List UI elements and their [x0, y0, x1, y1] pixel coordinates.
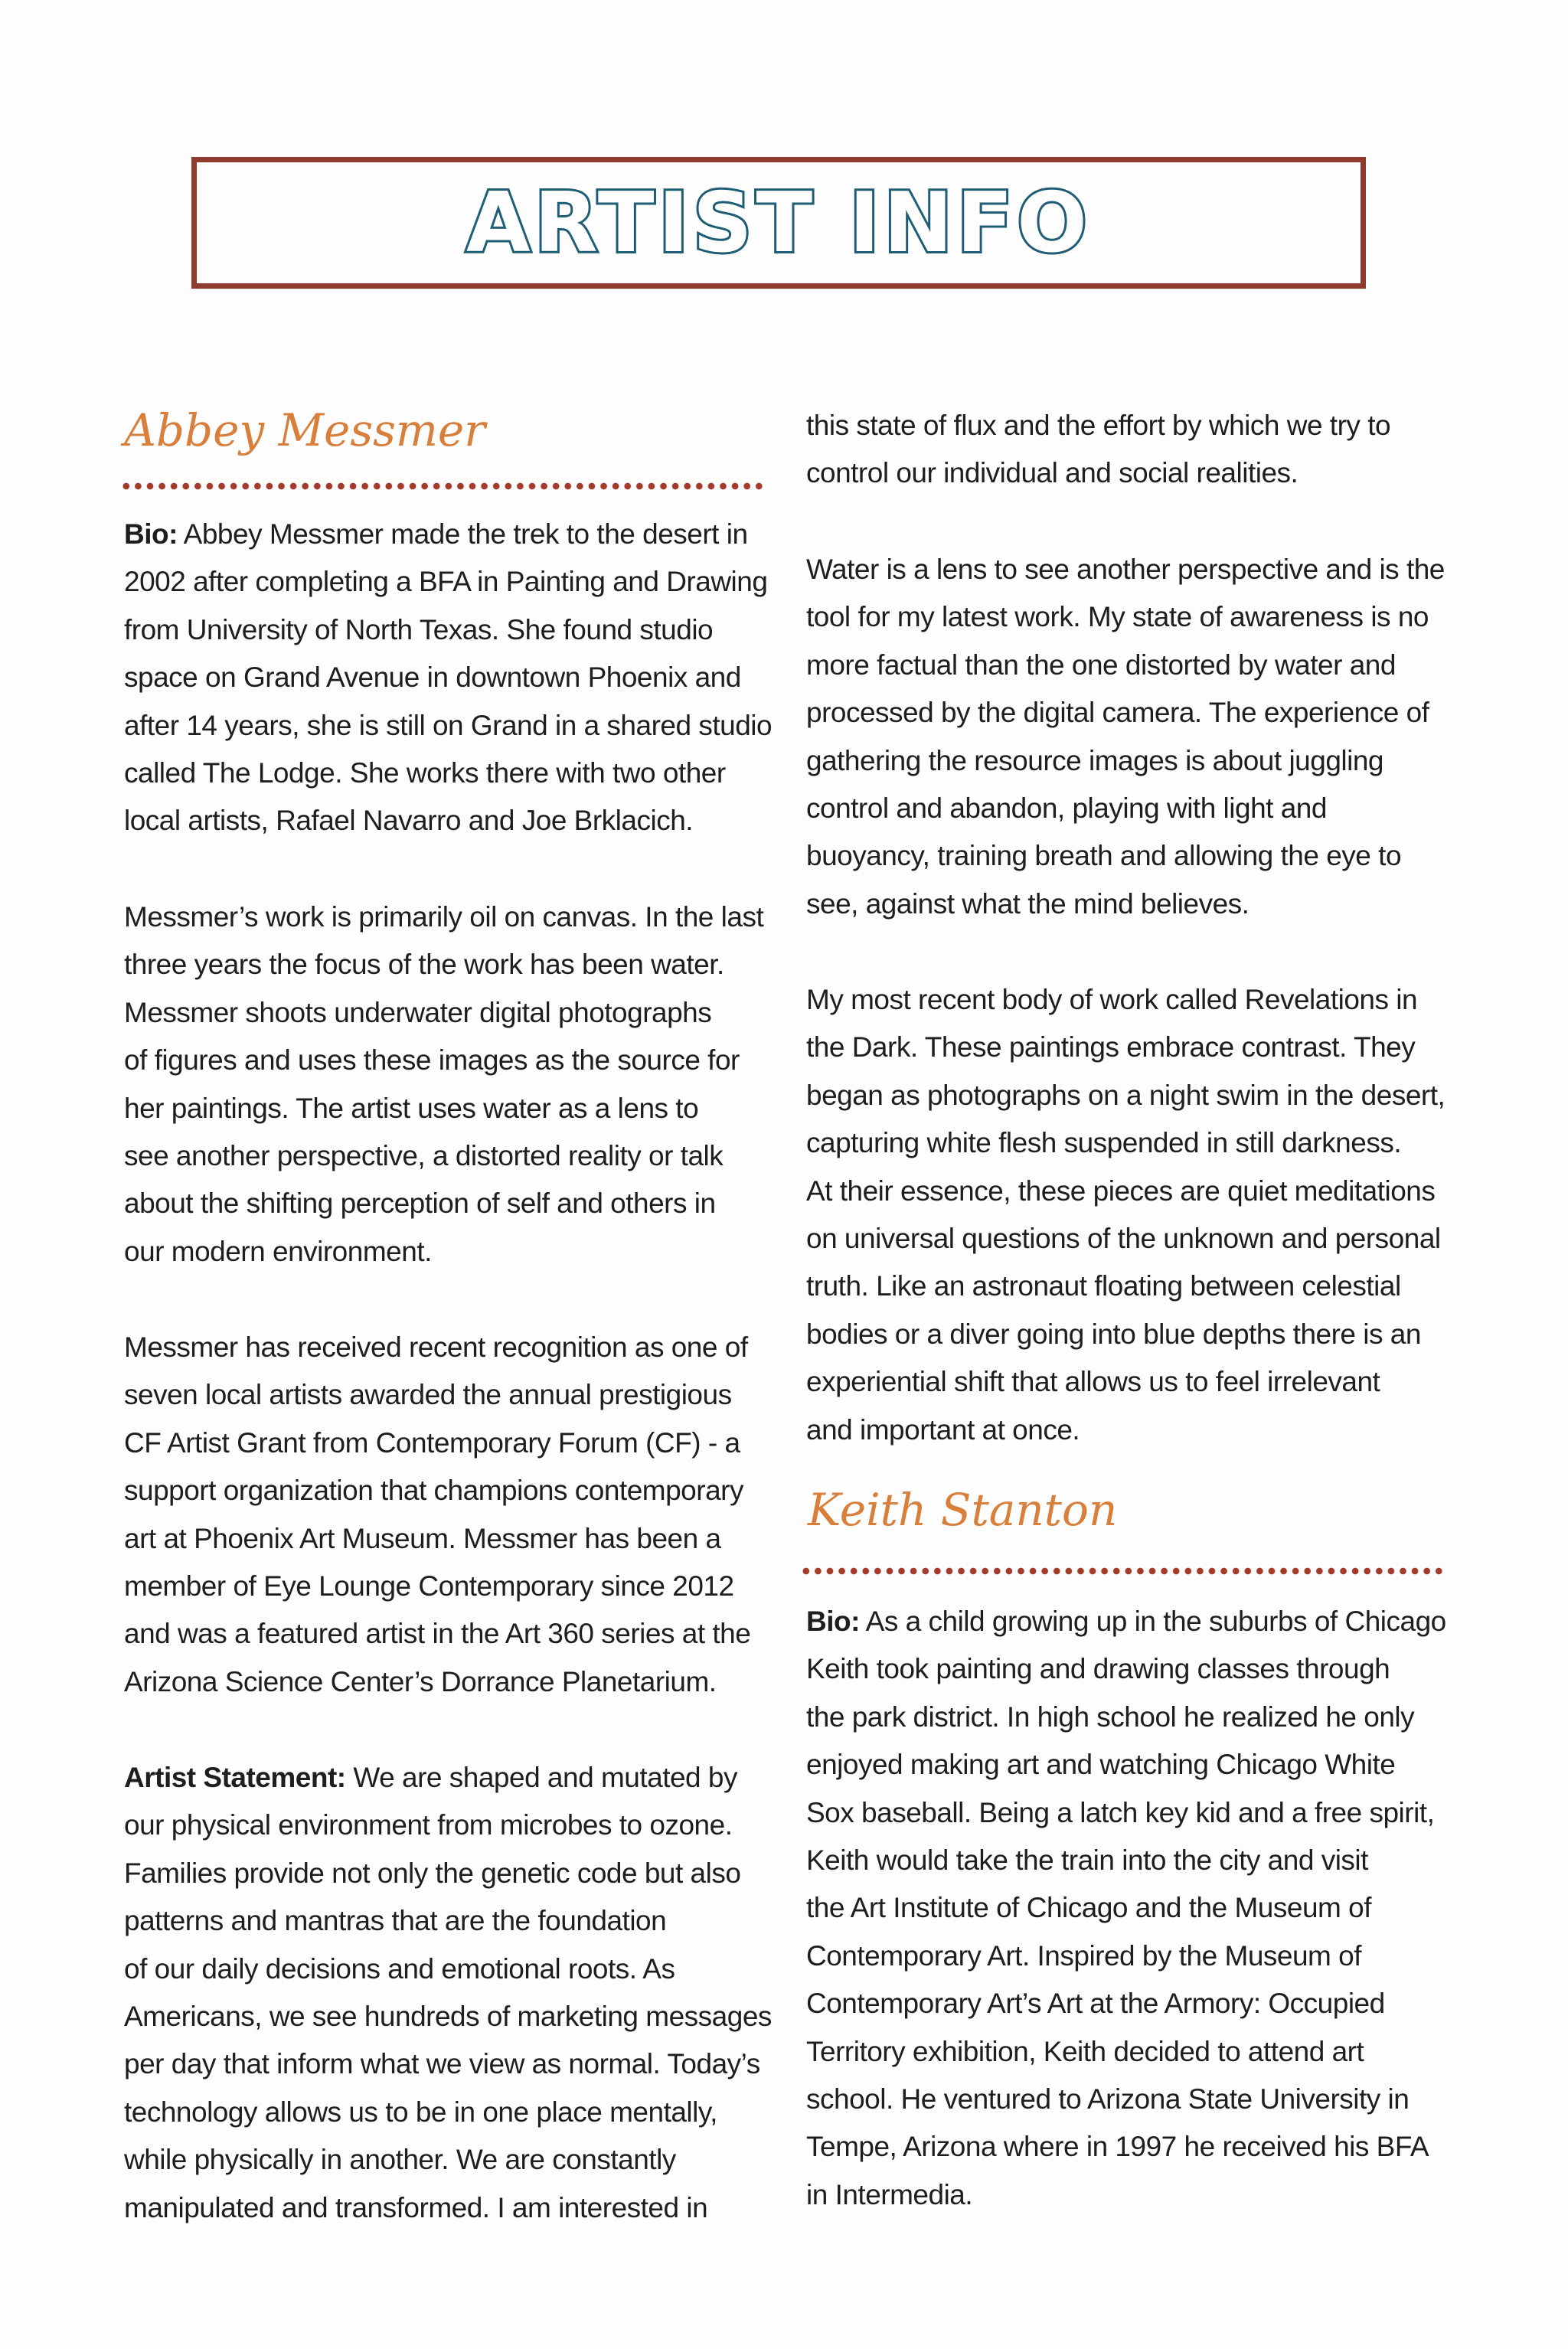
text-line: At their essence, these pieces are quiet meditations [806, 1174, 1436, 1207]
text-line: Arizona Science Center’s Dorrance Planetarium. [124, 1665, 717, 1697]
bio2-label: Bio: [806, 1606, 860, 1637]
text-line: 2002 after completing a BFA in Painting and Drawing [124, 566, 768, 598]
text-line: from University of North Texas. She found studio [124, 613, 714, 645]
text-line: our modern environment. [124, 1235, 432, 1267]
text-line: more factual than the one distorted by water and [806, 649, 1396, 681]
text-line: Americans, we see hundreds of marketing messages [124, 2000, 772, 2032]
text-line: gathering the resource images is about juggling [806, 744, 1383, 776]
text-line: Keith took painting and drawing classes through [806, 1653, 1390, 1685]
text-line: Contemporary Art’s Art at the Armory: Occupied [806, 1988, 1385, 2020]
text-line: manipulated and transformed. I am interested in [124, 2191, 708, 2223]
statement-continuation [806, 402, 1390, 498]
text-line: member of Eye Lounge Contemporary since 2012 [124, 1570, 734, 1602]
text-line: her paintings. The artist uses water as a lens to [124, 1092, 699, 1124]
text-line: about the shifting perception of self and others in [124, 1188, 716, 1220]
text-line: school. He ventured to Arizona State University in [806, 2083, 1410, 2115]
text-line: and important at once. [806, 1413, 1080, 1446]
text-line: space on Grand Avenue in downtown Phoenix and [124, 662, 741, 694]
text-line: Contemporary Art. Inspired by the Museum of [806, 1939, 1362, 1972]
text-line: the Dark. These paintings embrace contrast. They [806, 1031, 1416, 1063]
artist-name-abbey: Abbey Messmer [124, 404, 485, 456]
dotted-divider [120, 482, 765, 490]
text-line: the Art Institute of Chicago and the Museum of [806, 1892, 1371, 1924]
text-line: our physical environment from microbes to ozone. [124, 1809, 733, 1841]
text-line: tool for my latest work. My state of awareness is no [806, 601, 1429, 633]
text-line: art at Phoenix Art Museum. Messmer has been a [124, 1522, 721, 1554]
text-line: began as photographs on a night swim in the desert, [806, 1079, 1446, 1111]
bio2-first-text: As a child growing up in the suburbs of Chicago [859, 1606, 1446, 1637]
text-line: while physically in another. We are constantly [124, 2144, 676, 2176]
text-line: called The Lodge. She works there with two other [124, 756, 726, 789]
text-line: Tempe, Arizona where in 1997 he received his BFA [806, 2131, 1429, 2163]
paragraph-recognition [124, 1324, 750, 1706]
bio-first-text: Abbey Messmer made the trek to the desert in [177, 518, 748, 550]
text-line: control and abandon, playing with light and [806, 792, 1327, 824]
statement-label: Artist Statement: [124, 1762, 346, 1793]
bio2-first-line [806, 1598, 1446, 1645]
text-line: Families provide not only the genetic code but also [124, 1857, 741, 1889]
bio-keith [806, 1598, 1446, 2219]
text-line: enjoyed making art and watching Chicago White [806, 1749, 1396, 1781]
text-line: see another perspective, a distorted reality or talk [124, 1139, 724, 1171]
statement-first-text: We are shaped and mutated by [345, 1762, 737, 1793]
text-line: see, against what the mind believes. [806, 887, 1250, 920]
text-line: Messmer shoots underwater digital photographs [124, 996, 712, 1028]
text-line: capturing white flesh suspended in still darkness. [806, 1127, 1402, 1159]
text-line: local artists, Rafael Navarro and Joe Brklacich. [124, 805, 694, 837]
text-line: this state of flux and the effort by which we try to [806, 410, 1391, 441]
text-line: the park district. In high school he realized he only [806, 1700, 1415, 1733]
text-line: in Intermedia. [806, 2178, 973, 2210]
paragraph-water [806, 546, 1445, 928]
bio-first-line [124, 511, 772, 558]
text-line: patterns and mantras that are the foundation [124, 1905, 667, 1937]
title-frame [191, 157, 1366, 289]
text-line: of our daily decisions and emotional roots. As [124, 1952, 675, 1985]
text-line: Water is a lens to see another perspective and is the [806, 554, 1445, 585]
text-line: seven local artists awarded the annual prestigious [124, 1379, 732, 1411]
text-line: and was a featured artist in the Art 360 series at the [124, 1618, 751, 1650]
text-line: Messmer’s work is primarily oil on canvas. In the last [124, 901, 764, 933]
paragraph-medium [124, 894, 763, 1276]
text-line: My most recent body of work called Revelations in [806, 984, 1418, 1015]
text-line: Sox baseball. Being a latch key kid and a free spirit, [806, 1796, 1435, 1828]
paragraph-revelations [806, 976, 1445, 1454]
page-title: ARTIST INFO [466, 175, 1091, 271]
text-line: after 14 years, she is still on Grand in a shared studio [124, 709, 773, 741]
text-line: experiential shift that allows us to feel irrelevant [806, 1366, 1380, 1398]
text-line: bodies or a diver going into blue depths there is an [806, 1318, 1421, 1350]
text-line: processed by the digital camera. The experience of [806, 697, 1429, 729]
text-line: control our individual and social realities. [806, 457, 1298, 489]
artist-name-keith: Keith Stanton [808, 1484, 1118, 1536]
text-line: buoyancy, training breath and allowing the eye to [806, 840, 1402, 872]
text-line: Keith would take the train into the city and visit [806, 1844, 1368, 1876]
statement-first-line [124, 1754, 772, 1802]
artist-statement [124, 1754, 772, 2232]
text-line: technology allows us to be in one place mentally, [124, 2096, 717, 2128]
text-line: of figures and uses these images as the source for [124, 1044, 740, 1076]
text-line: Messmer has received recent recognition as one of [124, 1331, 748, 1363]
text-line: per day that inform what we view as normal. Today’s [124, 2048, 760, 2080]
bio-abbey [124, 511, 772, 845]
text-line: Territory exhibition, Keith decided to attend art [806, 2035, 1364, 2067]
text-line: support organization that champions contemporary [124, 1475, 743, 1507]
text-line: on universal questions of the unknown and personal [806, 1222, 1441, 1254]
bio-label: Bio: [124, 518, 178, 550]
dotted-divider [800, 1567, 1445, 1575]
text-line: three years the focus of the work has been water. [124, 949, 724, 981]
text-line: truth. Like an astronaut floating between celestial [806, 1270, 1401, 1302]
text-line: CF Artist Grant from Contemporary Forum (CF) - a [124, 1426, 740, 1459]
